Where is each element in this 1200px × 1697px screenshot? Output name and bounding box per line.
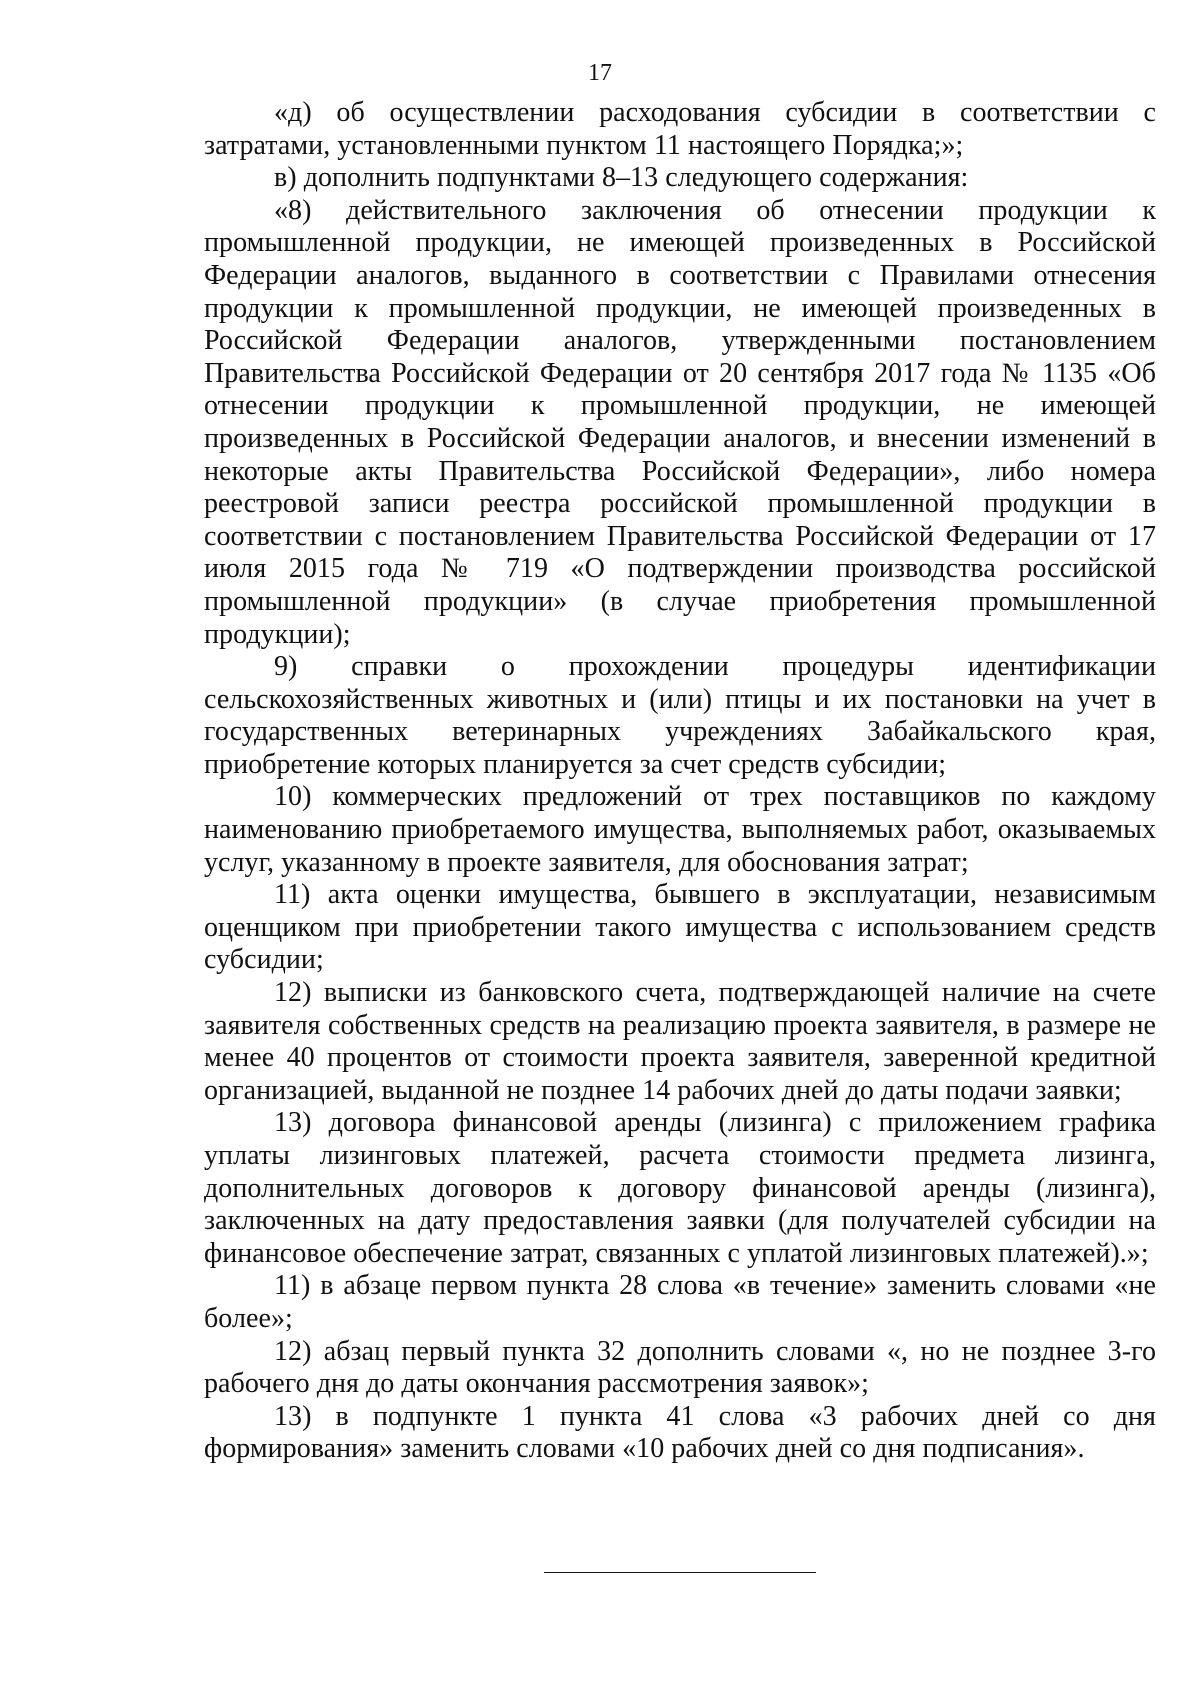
paragraph-item-13: 13) договора финансовой аренды (лизинга) с приложением графика уплаты лизинговых платежей, расчета стоимости предмета лизинга, дополнительных договоров к договору финансовой аренды (лизинга), заключенных на дату предоставления заявки (для получателей субсидии на финансовое обеспечение затрат, связанных с уплатой лизинговых платежей).»; [204,1107,1156,1269]
paragraph-item-10: 10) коммерческих предложений от трех поставщиков по каждому наименованию приобретаемого имущества, выполняемых работ, оказываемых услуг, указанному в проекте заявителя, для обоснования затрат; [204,781,1156,878]
document-body [204,97,1156,1466]
paragraph-item-9: 9) справки о прохождении процедуры идентификации сельскохозяйственных животных и (или) птицы и их постановки на учет в государственных ветеринарных учреждениях Забайкальского края, приобретение которых планируется за счет средств субсидии; [204,651,1156,780]
paragraph-amendment-11: 11) в абзаце первом пункта 28 слова «в течение» заменить словами «не более»; [204,1270,1156,1334]
closing-rule [544,1572,816,1573]
paragraph-subitem-d: «д) об осуществлении расходования субсидии в соответствии с затратами, установленными пунктом 11 настоящего Порядка;»; [204,97,1156,161]
paragraph-amendment-13: 13) в подпункте 1 пункта 41 слова «3 рабочих дней со дня формирования» заменить словами «10 рабочих дней со дня подписания». [204,1400,1156,1465]
paragraph-item-12: 12) выписки из банковского счета, подтверждающей наличие на счете заявителя собственных средств на реализацию проекта заявителя, в размере не менее 40 процентов от стоимости проекта заявителя, заверенной кредитной организацией, выданной не позднее 14 рабочих дней до даты подачи заявки; [204,977,1156,1106]
paragraph-subitem-v: в) дополнить подпунктами 8–13 следующего содержания: [274,162,969,194]
paragraph-item-8: «8) действительного заключения об отнесении продукции к промышленной продукции, не имеющей произведенных в Российской Федерации аналогов, выданного в соответствии с Правилами отнесения продукции к промышленной продукции, не имеющей произведенных в Российской Федерации аналогов, утвержденными постановлением Правительства Российской Федерации от 20 сентября 2017 года № 1135 «Об отнесении продукции к промышленной продукции, не имеющей произведенных в Российской Федерации аналогов, и внесении изменений в некоторые акты Правительства Российской Федерации», либо номера реестровой записи реестра российской промышленной продукции в соответствии с постановлением Правительства Российской Федерации от 17 июля 2015 года № 719 «О подтверждении производства российской промышленной продукции» (в случае приобретения промышленной продукции); [204,194,1156,650]
paragraph-item-11: 11) акта оценки имущества, бывшего в эксплуатации, независимым оценщиком при приобретении такого имущества с использованием средств субсидии; [204,879,1156,976]
paragraph-amendment-12: 12) абзац первый пункта 32 дополнить словами «, но не позднее 3-го рабочего дня до даты окончания рассмотрения заявок»; [204,1335,1156,1400]
page-number: 17 [588,60,612,86]
